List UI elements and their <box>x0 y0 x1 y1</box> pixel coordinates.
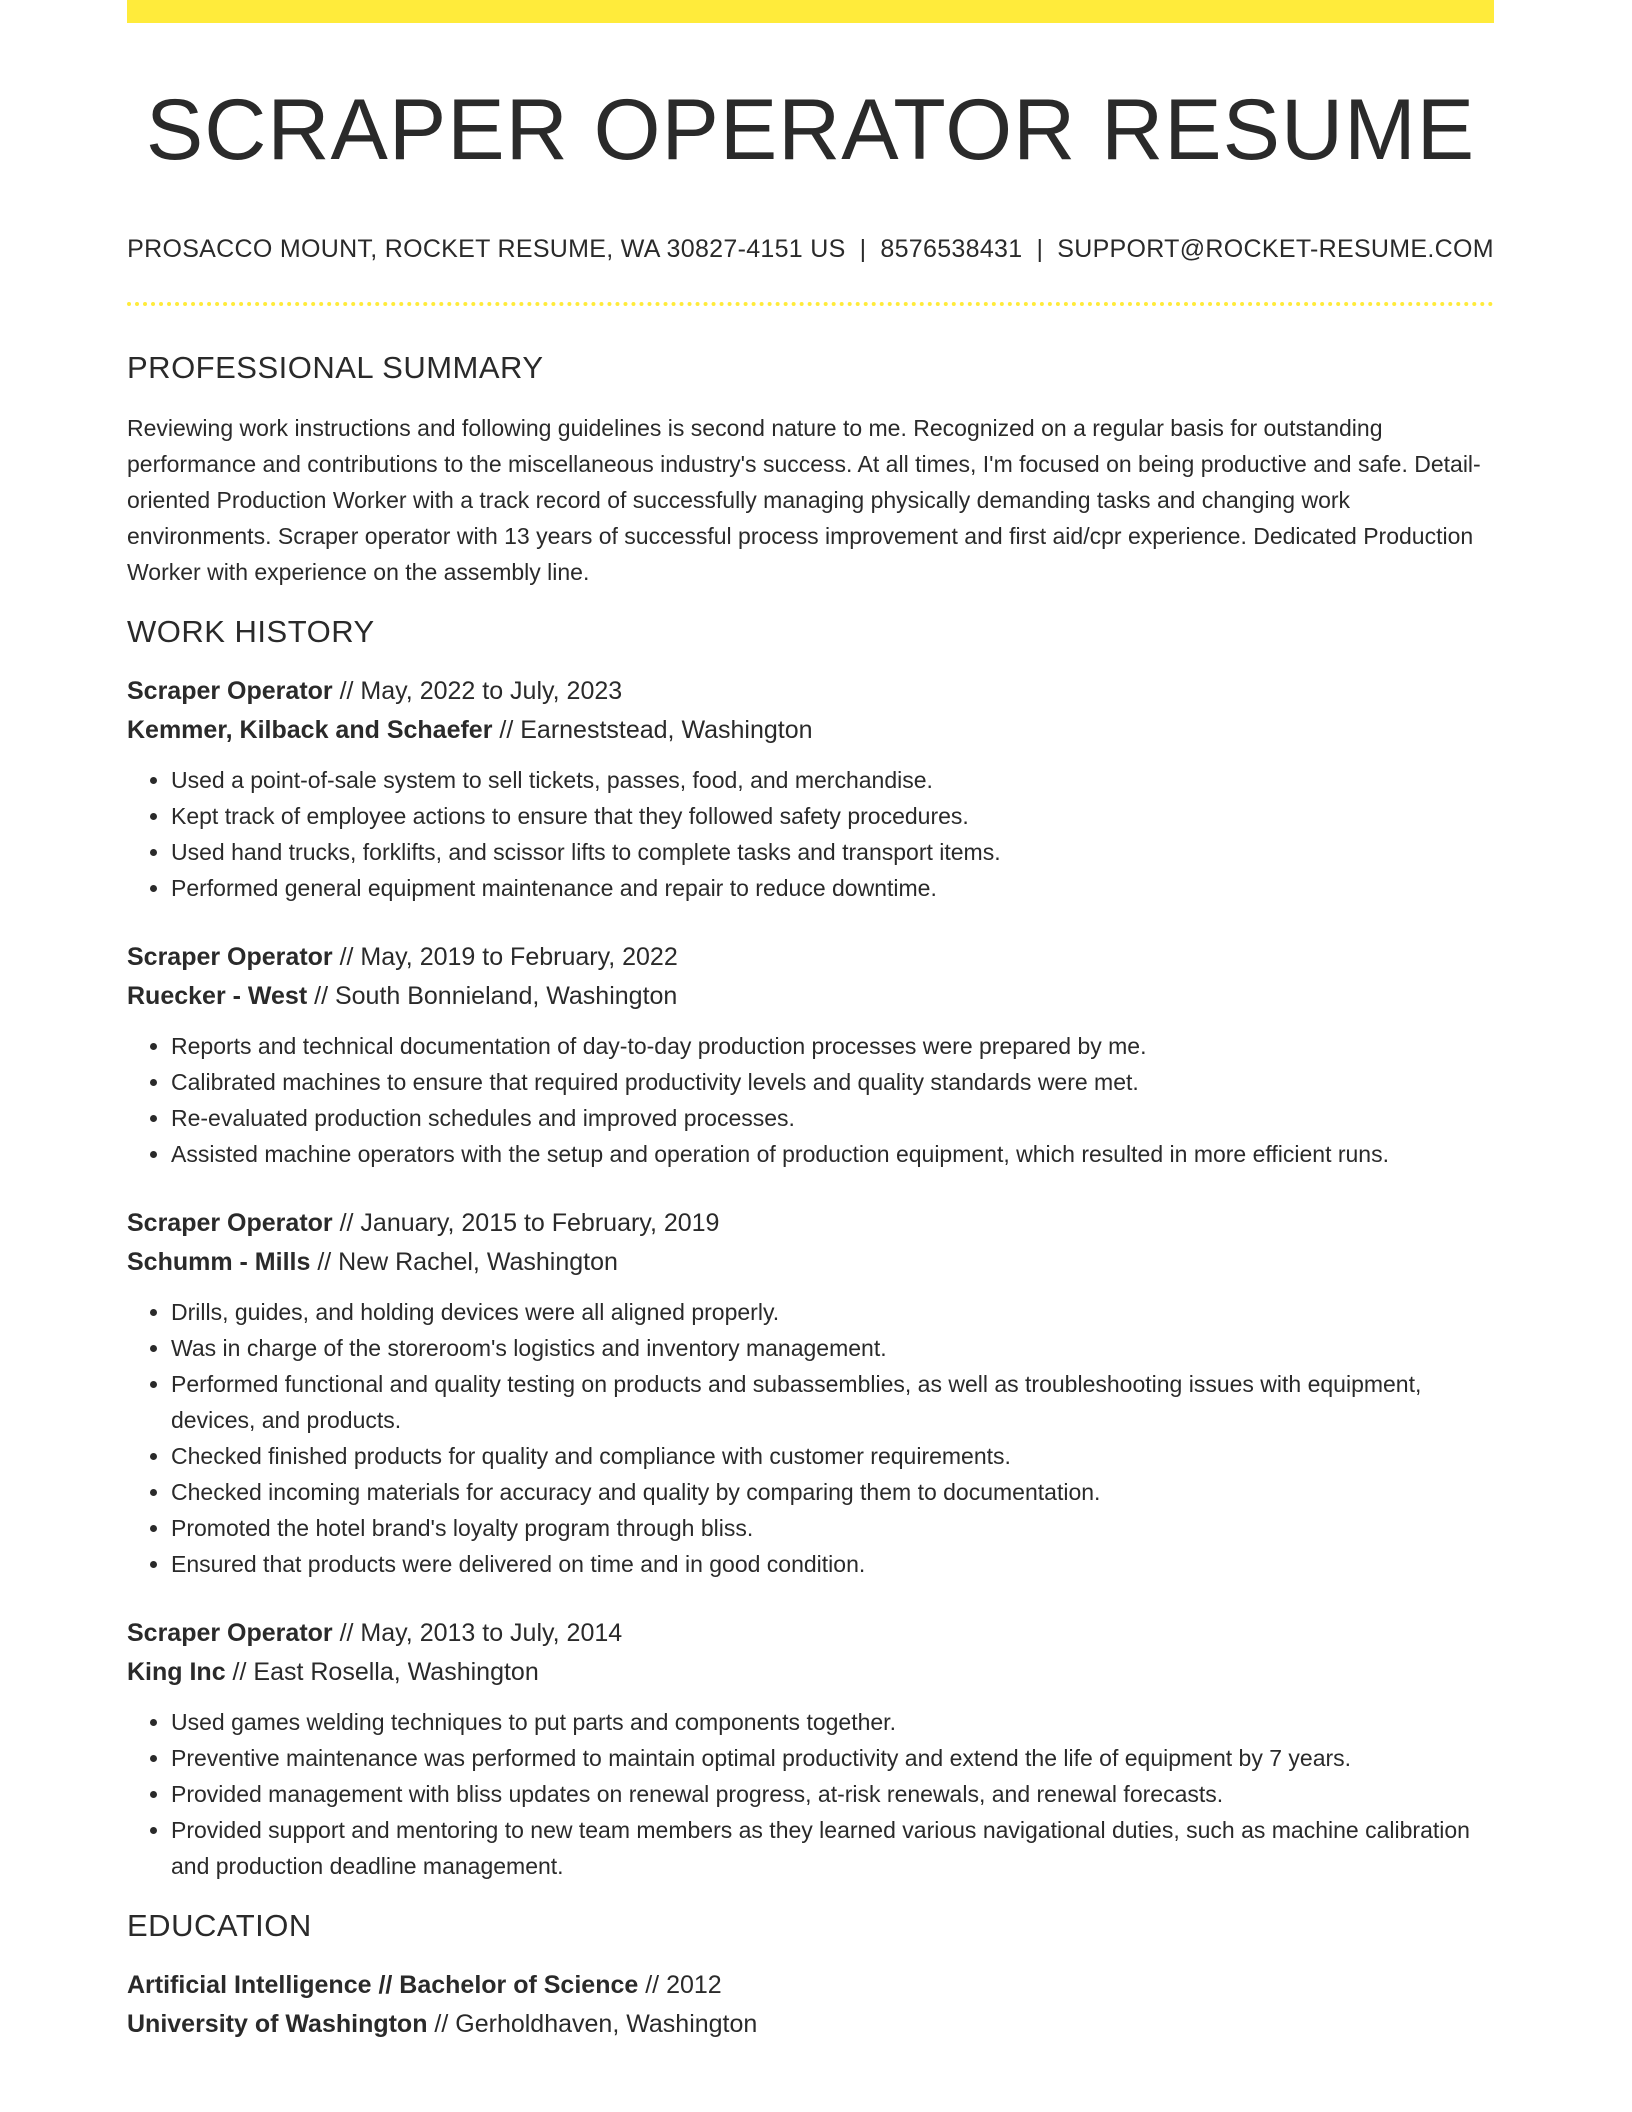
job-company-line <box>127 977 1494 1016</box>
education-entry <box>127 1966 1494 2044</box>
list-item: • Preventive maintenance was performed to maintain optimal productivity and extend the life of equipment by 7 years. <box>171 1740 1494 1776</box>
contact-address: PROSACCO MOUNT, ROCKET RESUME, WA 30827-4151 US <box>127 235 846 264</box>
contact-line <box>127 235 1494 264</box>
education-heading: EDUCATION <box>127 1908 312 1944</box>
job-title-line <box>127 1614 1494 1653</box>
job-title: Scraper Operator <box>127 1619 333 1648</box>
job-bullets <box>127 1028 1494 1172</box>
list-item: • Performed functional and quality testing on products and subassemblies, as well as troubleshooting issues with equipment, devices, and products. <box>171 1366 1494 1438</box>
job-dates: // May, 2013 to July, 2014 <box>332 1619 623 1648</box>
job-company: Kemmer, Kilback and Schaefer <box>127 716 493 745</box>
list-item: • Kept track of employee actions to ensure that they followed safety procedures. <box>171 798 1494 834</box>
contact-phone[interactable]: 8576538431 <box>880 235 1023 264</box>
contact-email[interactable]: SUPPORT@ROCKET-RESUME.COM <box>1057 235 1494 264</box>
list-item: • Ensured that products were delivered on time and in good condition. <box>171 1546 1494 1582</box>
job-location: // South Bonnieland, Washington <box>307 982 678 1011</box>
contact-separator: | <box>1036 235 1044 264</box>
job-title-line <box>127 1204 1494 1243</box>
job-title-line <box>127 938 1494 977</box>
list-item: • Provided support and mentoring to new team members as they learned various navigational duties, such as machine calibration and production deadline management. <box>171 1812 1494 1884</box>
list-item: • Reports and technical documentation of day-to-day production processes were prepared by me. <box>171 1028 1494 1064</box>
list-item: • Used hand trucks, forklifts, and scissor lifts to complete tasks and transport items. <box>171 834 1494 870</box>
resume-page <box>127 0 1494 2044</box>
accent-top-bar <box>127 0 1494 23</box>
job-location: // New Rachel, Washington <box>310 1248 618 1277</box>
list-item: • Was in charge of the storeroom's logistics and inventory management. <box>171 1330 1494 1366</box>
education-location: // Gerholdhaven, Washington <box>427 2010 758 2039</box>
list-item: • Promoted the hotel brand's loyalty program through bliss. <box>171 1510 1494 1546</box>
job-company: Ruecker - West <box>127 982 308 1011</box>
summary-heading: PROFESSIONAL SUMMARY <box>127 350 544 386</box>
job-title-line <box>127 672 1494 711</box>
job-title: Scraper Operator <box>127 943 333 972</box>
job-title: Scraper Operator <box>127 677 333 706</box>
job-title: Scraper Operator <box>127 1209 333 1238</box>
job-bullets <box>127 762 1494 906</box>
contact-separator: | <box>859 235 867 264</box>
summary-text: Reviewing work instructions and following guidelines is second nature to me. Recognized on a regular basis for outstanding performance and contributions to the miscellaneous industry's success. At all times, I'm focused on being productive and safe. Detail-oriented Production Worker with a track record of successfully managing physically demanding tasks and changing work environments. Scraper operator with 13 years of successful process improvement and first aid/cpr experience. Dedicated Production Worker with experience on the assembly line. <box>127 415 1481 586</box>
list-item: • Drills, guides, and holding devices were all aligned properly. <box>171 1294 1494 1330</box>
education-school: University of Washington <box>127 2010 428 2039</box>
education-degree-line <box>127 1966 1494 2005</box>
job-bullets <box>127 1294 1494 1582</box>
list-item: • Checked incoming materials for accuracy and quality by comparing them to documentation. <box>171 1474 1494 1510</box>
job-company-line <box>127 1653 1494 1692</box>
job-company-line <box>127 1243 1494 1282</box>
job-company: Schumm - Mills <box>127 1248 311 1277</box>
job-entry <box>127 938 1494 1172</box>
job-company-line <box>127 711 1494 750</box>
list-item: • Assisted machine operators with the setup and operation of production equipment, which resulted in more efficient runs. <box>171 1136 1494 1172</box>
education-year: // 2012 <box>638 1971 722 2000</box>
job-dates: // January, 2015 to February, 2019 <box>332 1209 720 1238</box>
list-item: • Used games welding techniques to put parts and components together. <box>171 1704 1494 1740</box>
job-company: King Inc <box>127 1658 226 1687</box>
list-item: • Calibrated machines to ensure that required productivity levels and quality standards were met. <box>171 1064 1494 1100</box>
job-entry <box>127 672 1494 906</box>
resume-title: SCRAPER OPERATOR RESUME <box>145 82 1476 178</box>
list-item: • Provided management with bliss updates on renewal progress, at-risk renewals, and renewal forecasts. <box>171 1776 1494 1812</box>
job-entry <box>127 1614 1494 1884</box>
education-school-line <box>127 2005 1494 2044</box>
list-item: • Used a point-of-sale system to sell tickets, passes, food, and merchandise. <box>171 762 1494 798</box>
job-dates: // May, 2019 to February, 2022 <box>332 943 678 972</box>
job-bullets <box>127 1704 1494 1884</box>
list-item: • Performed general equipment maintenance and repair to reduce downtime. <box>171 870 1494 906</box>
dotted-divider <box>127 302 1494 306</box>
list-item: • Checked finished products for quality and compliance with customer requirements. <box>171 1438 1494 1474</box>
work-history-heading: WORK HISTORY <box>127 614 375 650</box>
job-dates: // May, 2022 to July, 2023 <box>332 677 623 706</box>
job-entry <box>127 1204 1494 1582</box>
job-location: // East Rosella, Washington <box>225 1658 539 1687</box>
list-item: • Re-evaluated production schedules and improved processes. <box>171 1100 1494 1136</box>
job-location: // Earneststead, Washington <box>492 716 813 745</box>
education-degree: Artificial Intelligence // Bachelor of Science <box>127 1971 639 2000</box>
